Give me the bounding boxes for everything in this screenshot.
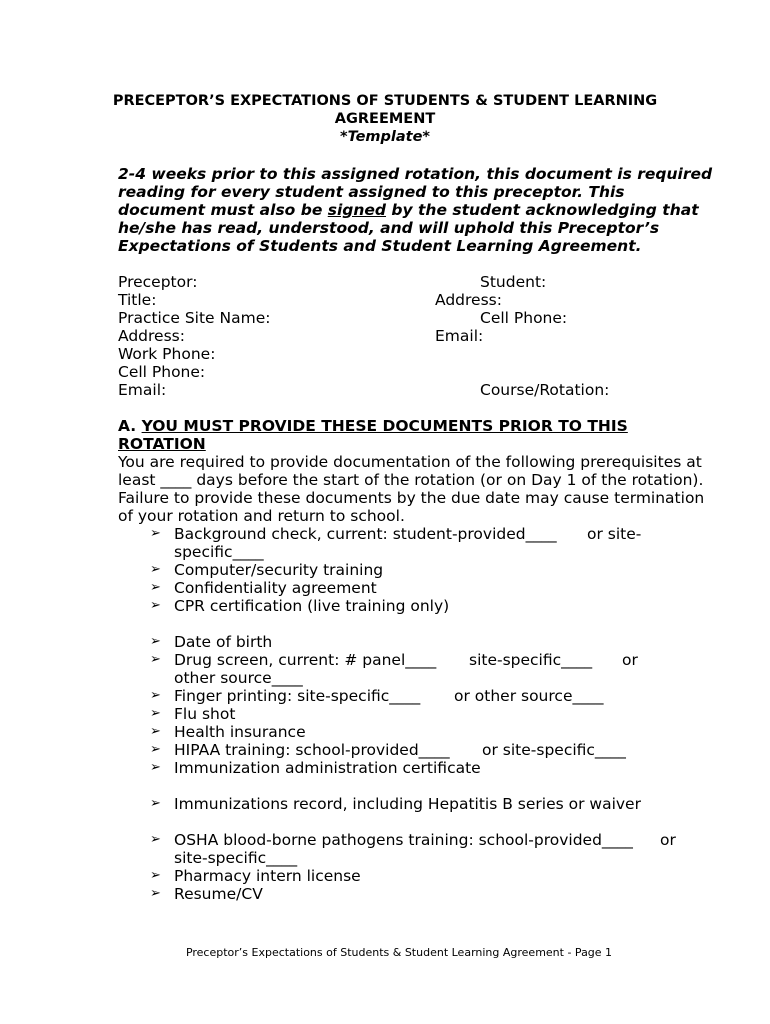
list-item-drug-screen-d: other source____ xyxy=(174,669,303,687)
list-item-osha-c: site-specific____ xyxy=(174,849,298,867)
list-item-confidentiality: Confidentiality agreement xyxy=(174,579,377,597)
field-cell-phone: Cell Phone: xyxy=(118,363,206,381)
field-address: Address: xyxy=(118,327,185,345)
intro-line-3b: by the student acknowledging that xyxy=(386,201,699,219)
bullet-icon: ➢ xyxy=(150,634,161,649)
section-a-heading-line1 xyxy=(118,417,628,435)
list-item-dob: Date of birth xyxy=(174,633,273,651)
intro-line-4: he/she has read, understood, and will uphold this Preceptor’s xyxy=(118,219,660,237)
intro-line-5: Expectations of Students and Student Learning Agreement. xyxy=(118,237,642,255)
section-a-para-4: of your rotation and return to school. xyxy=(118,507,405,525)
bullet-icon: ➢ xyxy=(150,598,161,613)
list-item-finger-printing-b: or other source____ xyxy=(454,687,604,705)
intro-line-3a: document must also be xyxy=(118,201,328,219)
bullet-icon: ➢ xyxy=(150,760,161,775)
list-item-background-check: Background check, current: student-provided____ xyxy=(174,525,557,543)
bullet-icon: ➢ xyxy=(150,526,161,541)
bullet-icon: ➢ xyxy=(150,832,161,847)
bullet-icon: ➢ xyxy=(150,580,161,595)
field-student-address: Address: xyxy=(435,291,502,309)
intro-line-2: reading for every student assigned to this preceptor. This xyxy=(118,183,625,201)
field-title: Title: xyxy=(118,291,157,309)
bullet-icon: ➢ xyxy=(150,868,161,883)
bullet-icon: ➢ xyxy=(150,688,161,703)
signed-emphasis: signed xyxy=(327,201,387,219)
list-item-immunizations-record: Immunizations record, including Hepatitis B series or waiver xyxy=(174,795,641,813)
document-title-template: *Template* xyxy=(339,129,431,145)
list-item-drug-screen: Drug screen, current: # panel____ xyxy=(174,651,437,669)
list-item-health-insurance: Health insurance xyxy=(174,723,306,741)
field-email: Email: xyxy=(118,381,167,399)
list-item-drug-screen-c: or xyxy=(622,651,638,669)
section-a-heading-line2 xyxy=(118,435,206,453)
intro-line-1: 2-4 weeks prior to this assigned rotation, this document is required xyxy=(118,165,713,183)
section-a-heading-text: YOU MUST PROVIDE THESE DOCUMENTS PRIOR TO THIS xyxy=(141,417,628,435)
list-item-computer-training: Computer/security training xyxy=(174,561,384,579)
list-item-finger-printing: Finger printing: site-specific____ xyxy=(174,687,421,705)
list-item-background-check-b: or site- xyxy=(587,525,642,543)
bullet-icon: ➢ xyxy=(150,706,161,721)
bullet-icon: ➢ xyxy=(150,742,161,757)
field-course-rotation: Course/Rotation: xyxy=(480,381,610,399)
section-a-para-3: Failure to provide these documents by the due date may cause termination xyxy=(118,489,705,507)
field-practice-site: Practice Site Name: xyxy=(118,309,271,327)
page-footer: Preceptor’s Expectations of Students & Student Learning Agreement - Page 1 xyxy=(185,946,613,959)
list-item-drug-screen-b: site-specific____ xyxy=(469,651,593,669)
bullet-icon: ➢ xyxy=(150,724,161,739)
bullet-icon: ➢ xyxy=(150,796,161,811)
list-item-hipaa-b: or site-specific____ xyxy=(482,741,626,759)
list-item-osha: OSHA blood-borne pathogens training: school-provided____ xyxy=(174,831,633,849)
document-title-line1: PRECEPTOR’S EXPECTATIONS OF STUDENTS & STUDENT LEARNING xyxy=(112,93,658,109)
document-title-line2: AGREEMENT xyxy=(334,111,436,127)
field-student-email: Email: xyxy=(435,327,484,345)
section-a-para-2: least ____ days before the start of the rotation (or on Day 1 of the rotation). xyxy=(118,471,704,489)
field-work-phone: Work Phone: xyxy=(118,345,216,363)
field-student: Student: xyxy=(480,273,547,291)
bullet-icon: ➢ xyxy=(150,886,161,901)
list-item-resume: Resume/CV xyxy=(174,885,263,903)
field-preceptor: Preceptor: xyxy=(118,273,198,291)
list-item-cpr: CPR certification (live training only) xyxy=(174,597,450,615)
section-a-prefix: A. xyxy=(118,417,142,435)
list-item-osha-b: or xyxy=(660,831,676,849)
section-a-heading-text-2: ROTATION xyxy=(118,435,206,453)
bullet-icon: ➢ xyxy=(150,562,161,577)
bullet-icon: ➢ xyxy=(150,652,161,667)
field-student-cell-phone: Cell Phone: xyxy=(480,309,568,327)
list-item-background-check-c: specific____ xyxy=(174,543,264,561)
list-item-hipaa: HIPAA training: school-provided____ xyxy=(174,741,450,759)
list-item-pharmacy-license: Pharmacy intern license xyxy=(174,867,361,885)
section-a-para-1: You are required to provide documentation of the following prerequisites at xyxy=(118,453,702,471)
intro-line-3 xyxy=(118,201,699,219)
list-item-immunization-admin: Immunization administration certificate xyxy=(174,759,481,777)
list-item-flu-shot: Flu shot xyxy=(174,705,236,723)
